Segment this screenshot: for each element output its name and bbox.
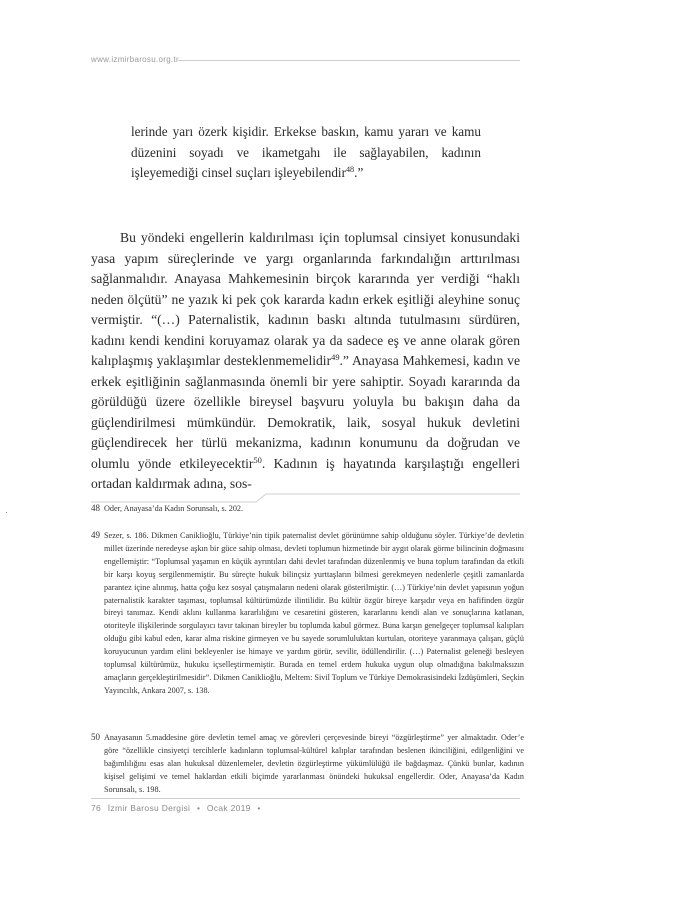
footnote-number: 50	[91, 732, 100, 742]
body-text-part-3: . Kadının iş hayatında karşılaştığı engelleri ortadan kaldırmak adına, sos-	[91, 455, 520, 491]
body-text-part-2: .” Anayasa Mahkemesi, kadın ve erkek eşitliğinin sağlanmasında önemli bir yere sahiptir. Soyadı kararında da görüldüğü üzere özellikle bireysel başvuru yoluyla bu bakışın daha da güçlendirilmesi mümkündür. Demokratik, laik, sosyal hukuk devletini güçlendirecek her türlü mekanizma, kadının konumunu da doğrudan ve olumlu yönde etkileyecektir	[91, 353, 520, 471]
footnote-text: Anayasanın 5.maddesine göre devletin temel amaç ve görevleri çerçevesinde bireyi “özgürleştirme” yer almaktadır. Oder’e göre “özellikle cinsiyetçi tercihlerle kadınların toplumsal-kültürel kalıplar tarafından beslenen ikinciliğini, edilgenliğini ve bağımlılığını esas alan hukuksal düzenlemeler, devletin özgürleştirme yükümlülüğü ile bağdaşmaz. Çünkü bunlar, kadının kişisel gelişimi ve temel haklardan etkili biçimde yararlanması önündeki hukuksal engellerdir. Oder, Anayasa’da Kadın Sorunsalı, s. 198.	[104, 733, 524, 794]
quote-end: .”	[354, 165, 364, 180]
body-text-part-1: Bu yöndeki engellerin kaldırılması için toplumsal cinsiyet konusundaki yasa yapım süreçlerinde ve yargı organlarında farkındalığın arttırılması sağlanmalıdır. Anayasa Mahkemesinin birçok kararında yer verdiği “haklı neden ölçütü” ne yazık ki pek çok kararda kadın erkek eşitliği aleyhine sonuç vermiştir. “(…) Paternalistik, kadının baskı altında tutulmasını sürdüren, kadını kendi kendini koruyamaz olarak ya da sadece eş ve anne olarak gören kalıplaşmış yaklaşımlar desteklenmemelidir	[91, 230, 520, 368]
footer-end-mark: •	[257, 803, 261, 813]
page-footer	[91, 803, 265, 813]
issue-date: Ocak 2019	[206, 803, 251, 813]
footnote-text: Sezer, s. 186. Dikmen Caniklioğlu, Türkiye’nin tipik paternalist devlet görünümne sahip olduğunu söyler. Türkiye’de devletin millet üzerinde neredeyse aşkın bir güce sahip olması, devleti toplumun hizmetinde bir aygıt olarak görme bilincinin doğmasını engellemiştir: “Toplumsal yaşamın en küçük ayrıntıları dahi devlet tarafından düzenlenmiş ve buna toplum tarafından da etkili bir karşı koyuş sergilenmemiştir. Bu süreçte hukuk bilinçsiz yurttaşların bilmesi gerekmeyen nedenlerle çeşitli zamanlarda parantez içine alınmış, hatta çoğu kez sosyal çatışmaların nedeni olarak gösterilmiştir. (…) Türkiye’nin devlet yapısının yoğun paternalistik karakter taşıması, toplumsal kültürümüzde ilintilidir. Bu kültür özgür bireye karşıdır veya en hafifinden özgür bireyi tanımaz. Kendi aklını kullanma kararlılığını ve cesaretini gösteren, kararlarını kendi alan ve sonuçlarına katlanan, otoriteyle ilişkilerinde sorgulayıcı tavır takınan bireyler bu toplumda kabul görmez. Buna karşın genelgeçer toplumsal kalıpları olduğu gibi kabul eden, karar alma riskine girmeyen ve bu sayede sorumluluktan kurtulan, otoriteye yaranmaya çalışan, güçlü koruyucunun yardım elini bekleyenler ise himaye ve yardım görür, sevilir, ödüllendirilir. (…) Paternalist geleneği besleyen toplumsal kültürümüz, hukuku içselleştirmemiştir. Burada en temel erdem hukuka uygun olup olmadığına bakılmaksızın amaçların gerçekleştirilmesidir”. Dikmen Caniklioğlu, Meltem: Sivil Toplum ve Türkiye Demokrasisindeki İzdüşümleri, Seçkin Yayıncılık, Ankara 2007, s. 138.	[104, 531, 524, 695]
footnote-ref-49[interactable]: 49	[331, 351, 340, 362]
footnote-ref-48[interactable]: 48	[345, 165, 355, 175]
footnote-number: 49	[91, 530, 100, 540]
quote-paragraph	[131, 122, 481, 184]
footnote-text: Oder, Anayasa’da Kadın Sorunsalı, s. 202.	[104, 504, 244, 513]
quote-text: lerinde yarı özerk kişidir. Erkekse baskın, kamu yararı ve kamu düzenini soyadı ve ikametgahı ile sağlayabilen, kadının işleyemediği cinsel suçları işleyebilendir	[131, 124, 481, 180]
footnote-ref-50[interactable]: 50	[253, 454, 262, 465]
footnote-50	[91, 732, 524, 797]
body-paragraph	[91, 228, 520, 495]
page-number: 76	[91, 803, 102, 813]
margin-dot	[6, 512, 7, 513]
header-url[interactable]: www.izmirbarosu.org.tr	[91, 55, 179, 64]
footer-separator: •	[196, 803, 201, 813]
footnote-49	[91, 530, 524, 698]
block-quote	[131, 122, 481, 184]
journal-name: İzmir Barosu Dergisi	[107, 803, 191, 813]
header-rule	[178, 60, 520, 61]
main-body	[91, 228, 520, 495]
footnote-number: 48	[91, 503, 100, 513]
footnote-48	[91, 503, 524, 516]
footer-rule	[91, 798, 520, 799]
